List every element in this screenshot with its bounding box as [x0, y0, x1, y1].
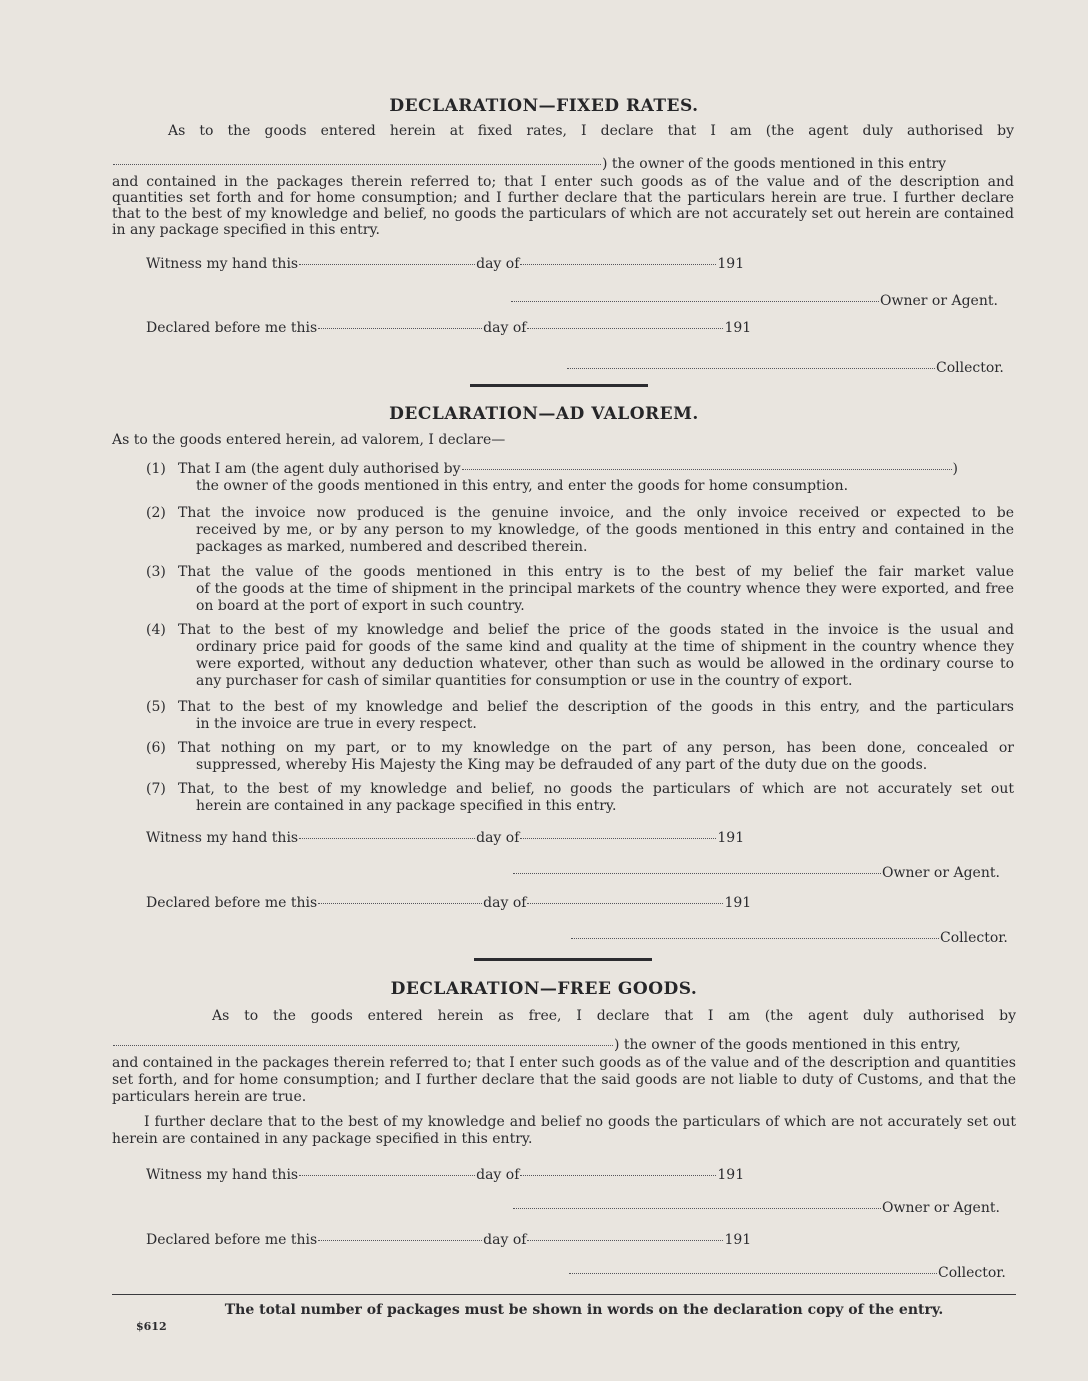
item-continuation: in the invoice are true in every respect.	[196, 716, 477, 732]
ad-valorem-item-4	[146, 622, 1014, 690]
declared-month-blank[interactable]	[527, 327, 723, 329]
adval-declared-line	[146, 895, 751, 911]
section-divider	[470, 384, 648, 387]
witness-month-blank[interactable]	[520, 1174, 716, 1176]
fixed-intro-line2	[112, 156, 946, 172]
ad-valorem-item-2	[146, 505, 1014, 556]
item-first-line: That, to the best of my knowledge and belief, no goods the particulars of which are not accurately set out	[178, 781, 1014, 797]
owner-label: Owner or Agent.	[882, 1200, 1000, 1216]
free-intro-body: and contained in the packages therein referred to; that I enter such goods as of the value and of the description and quantities set forth, and for home consumption; and I further declare that the said goods are not liable to duty of Customs, and that the particulars herein are true.	[112, 1055, 1016, 1105]
adval-witness-line	[146, 830, 744, 846]
year-label: 191	[724, 1232, 752, 1248]
item-first-line: That I am (the agent duly authorised by	[178, 461, 461, 477]
item-continuation: received by me, or by any person to my knowledge, of the goods mentioned in this entry and contained in the packages as marked, numbered and described therein.	[196, 522, 1014, 555]
item-number: (3)	[146, 564, 166, 580]
day-of-label: day of	[476, 830, 520, 846]
item-number: (5)	[146, 699, 166, 715]
item-continuation: of the goods at the time of shipment in the principal markets of the country whence they were exported, and free on board at the port of export in such country.	[196, 581, 1014, 614]
free-witness-line	[146, 1167, 744, 1183]
item-continuation: ordinary price paid for goods of the same kind and quality at the time of shipment in the country whence they were exported, without any deduction whatever, other than such as would be allowed in the ordinary course to any purchaser for cash of similar quantities for consumption or use in the country of export.	[196, 639, 1014, 689]
ad-valorem-item-5	[146, 699, 1014, 733]
witness-label: Witness my hand this	[146, 256, 299, 272]
collector-label: Collector.	[938, 1265, 1006, 1281]
owner-label: Owner or Agent.	[882, 865, 1000, 881]
ad-valorem-item-6	[146, 740, 1014, 774]
fixed-declared-line	[146, 320, 751, 336]
witness-month-blank[interactable]	[520, 837, 716, 839]
declared-label: Declared before me this	[146, 1232, 318, 1248]
fixed-collector-line	[566, 360, 1004, 376]
collector-signature-blank[interactable]	[569, 1272, 937, 1274]
free-intro-line2-text: ) the owner of the goods mentioned in this entry,	[614, 1037, 961, 1053]
item-continuation: suppressed, whereby His Majesty the King may be defrauded of any part of the duty due on the goods.	[196, 757, 928, 773]
form-code: $612	[136, 1320, 167, 1333]
owner-label: Owner or Agent.	[880, 293, 998, 309]
item-first-line: That to the best of my knowledge and belief the description of the goods in this entry, and the particulars	[178, 699, 1014, 715]
collector-signature-blank[interactable]	[567, 367, 935, 369]
declared-label: Declared before me this	[146, 895, 318, 911]
free-intro-line1: As to the goods entered herein as free, I declare that I am (the agent duly authorised by	[212, 1008, 1016, 1024]
ad-valorem-title: DECLARATION—AD VALOREM.	[389, 404, 699, 424]
declared-label: Declared before me this	[146, 320, 318, 336]
item-number: (1)	[146, 461, 166, 477]
free-intro-line2	[112, 1037, 961, 1053]
declared-month-blank[interactable]	[527, 902, 723, 904]
item-continuation: the owner of the goods mentioned in this entry, and enter the goods for home consumption.	[196, 478, 849, 494]
declared-day-blank[interactable]	[318, 327, 482, 329]
item-number: (2)	[146, 505, 166, 521]
agent-name-blank[interactable]	[113, 1044, 613, 1046]
collector-signature-blank[interactable]	[571, 937, 939, 939]
ad-valorem-item-7	[146, 781, 1014, 815]
fixed-intro-line1: As to the goods entered herein at fixed rates, I declare that I am (the agent duly authorised by	[168, 123, 1014, 139]
fixed-rates-title: DECLARATION—FIXED RATES.	[389, 96, 699, 116]
fixed-intro-line2-text: ) the owner of the goods mentioned in this entry	[602, 156, 947, 172]
item-first-line: That nothing on my part, or to my knowledge on the part of any person, has been done, concealed or	[178, 740, 1014, 756]
free-further-declaration: I further declare that to the best of my knowledge and belief no goods the particulars of which are not accurately set out herein are contained in any package specified in this entry.	[112, 1114, 1016, 1147]
declared-day-blank[interactable]	[318, 902, 482, 904]
day-of-label: day of	[483, 1232, 527, 1248]
item-number: (6)	[146, 740, 166, 756]
footer-divider	[112, 1294, 1016, 1295]
agent-name-blank[interactable]	[113, 163, 601, 165]
witness-day-blank[interactable]	[299, 1174, 475, 1176]
free-collector-line	[568, 1265, 1006, 1281]
item-first-line: That the invoice now produced is the genuine invoice, and the only invoice received or expected to be	[178, 505, 1014, 521]
ad-valorem-item-1	[146, 461, 1014, 495]
ad-valorem-intro: As to the goods entered herein, ad valorem, I declare—	[112, 432, 506, 448]
section-divider	[474, 958, 652, 961]
collector-label: Collector.	[936, 360, 1004, 376]
year-label: 191	[717, 1167, 745, 1183]
free-declared-line	[146, 1232, 751, 1248]
adval-collector-line	[570, 930, 1008, 946]
item-first-line: That to the best of my knowledge and belief the price of the goods stated in the invoice is the usual and	[178, 622, 1014, 638]
declared-month-blank[interactable]	[527, 1239, 723, 1241]
fixed-owner-line	[510, 293, 998, 309]
free-goods-title: DECLARATION—FREE GOODS.	[390, 979, 698, 999]
free-owner-line	[512, 1200, 1000, 1216]
ad-valorem-item-3	[146, 564, 1014, 615]
item-first-line: That the value of the goods mentioned in this entry is to the best of my belief the fair market value	[178, 564, 1014, 580]
adval-owner-line	[512, 865, 1000, 881]
witness-day-blank[interactable]	[299, 263, 475, 265]
day-of-label: day of	[476, 256, 520, 272]
witness-day-blank[interactable]	[299, 837, 475, 839]
item-number: (4)	[146, 622, 166, 638]
item-bracket: )	[952, 461, 958, 477]
year-label: 191	[724, 895, 752, 911]
year-label: 191	[724, 320, 752, 336]
declared-day-blank[interactable]	[318, 1239, 482, 1241]
footer-note: The total number of packages must be shown in words on the declaration copy of the entry.	[224, 1302, 944, 1318]
day-of-label: day of	[483, 320, 527, 336]
fixed-witness-line	[146, 256, 744, 272]
witness-month-blank[interactable]	[520, 263, 716, 265]
witness-label: Witness my hand this	[146, 830, 299, 846]
day-of-label: day of	[476, 1167, 520, 1183]
fixed-intro-body: and contained in the packages therein referred to; that I enter such goods as of the value and of the description and quantities set forth and for home consumption; and I further declare that the particulars herein are true. I further declare that to the best of my knowledge and belief, no goods the particulars of which are not accurately set out herein are contained in any package specified in this entry.	[112, 174, 1014, 238]
owner-signature-blank[interactable]	[511, 300, 879, 302]
year-label: 191	[717, 256, 745, 272]
item-number: (7)	[146, 781, 166, 797]
collector-label: Collector.	[940, 930, 1008, 946]
agent-name-blank[interactable]	[462, 468, 952, 470]
item-continuation: herein are contained in any package specified in this entry.	[196, 798, 617, 814]
owner-signature-blank[interactable]	[513, 1207, 881, 1209]
year-label: 191	[717, 830, 745, 846]
owner-signature-blank[interactable]	[513, 872, 881, 874]
witness-label: Witness my hand this	[146, 1167, 299, 1183]
day-of-label: day of	[483, 895, 527, 911]
